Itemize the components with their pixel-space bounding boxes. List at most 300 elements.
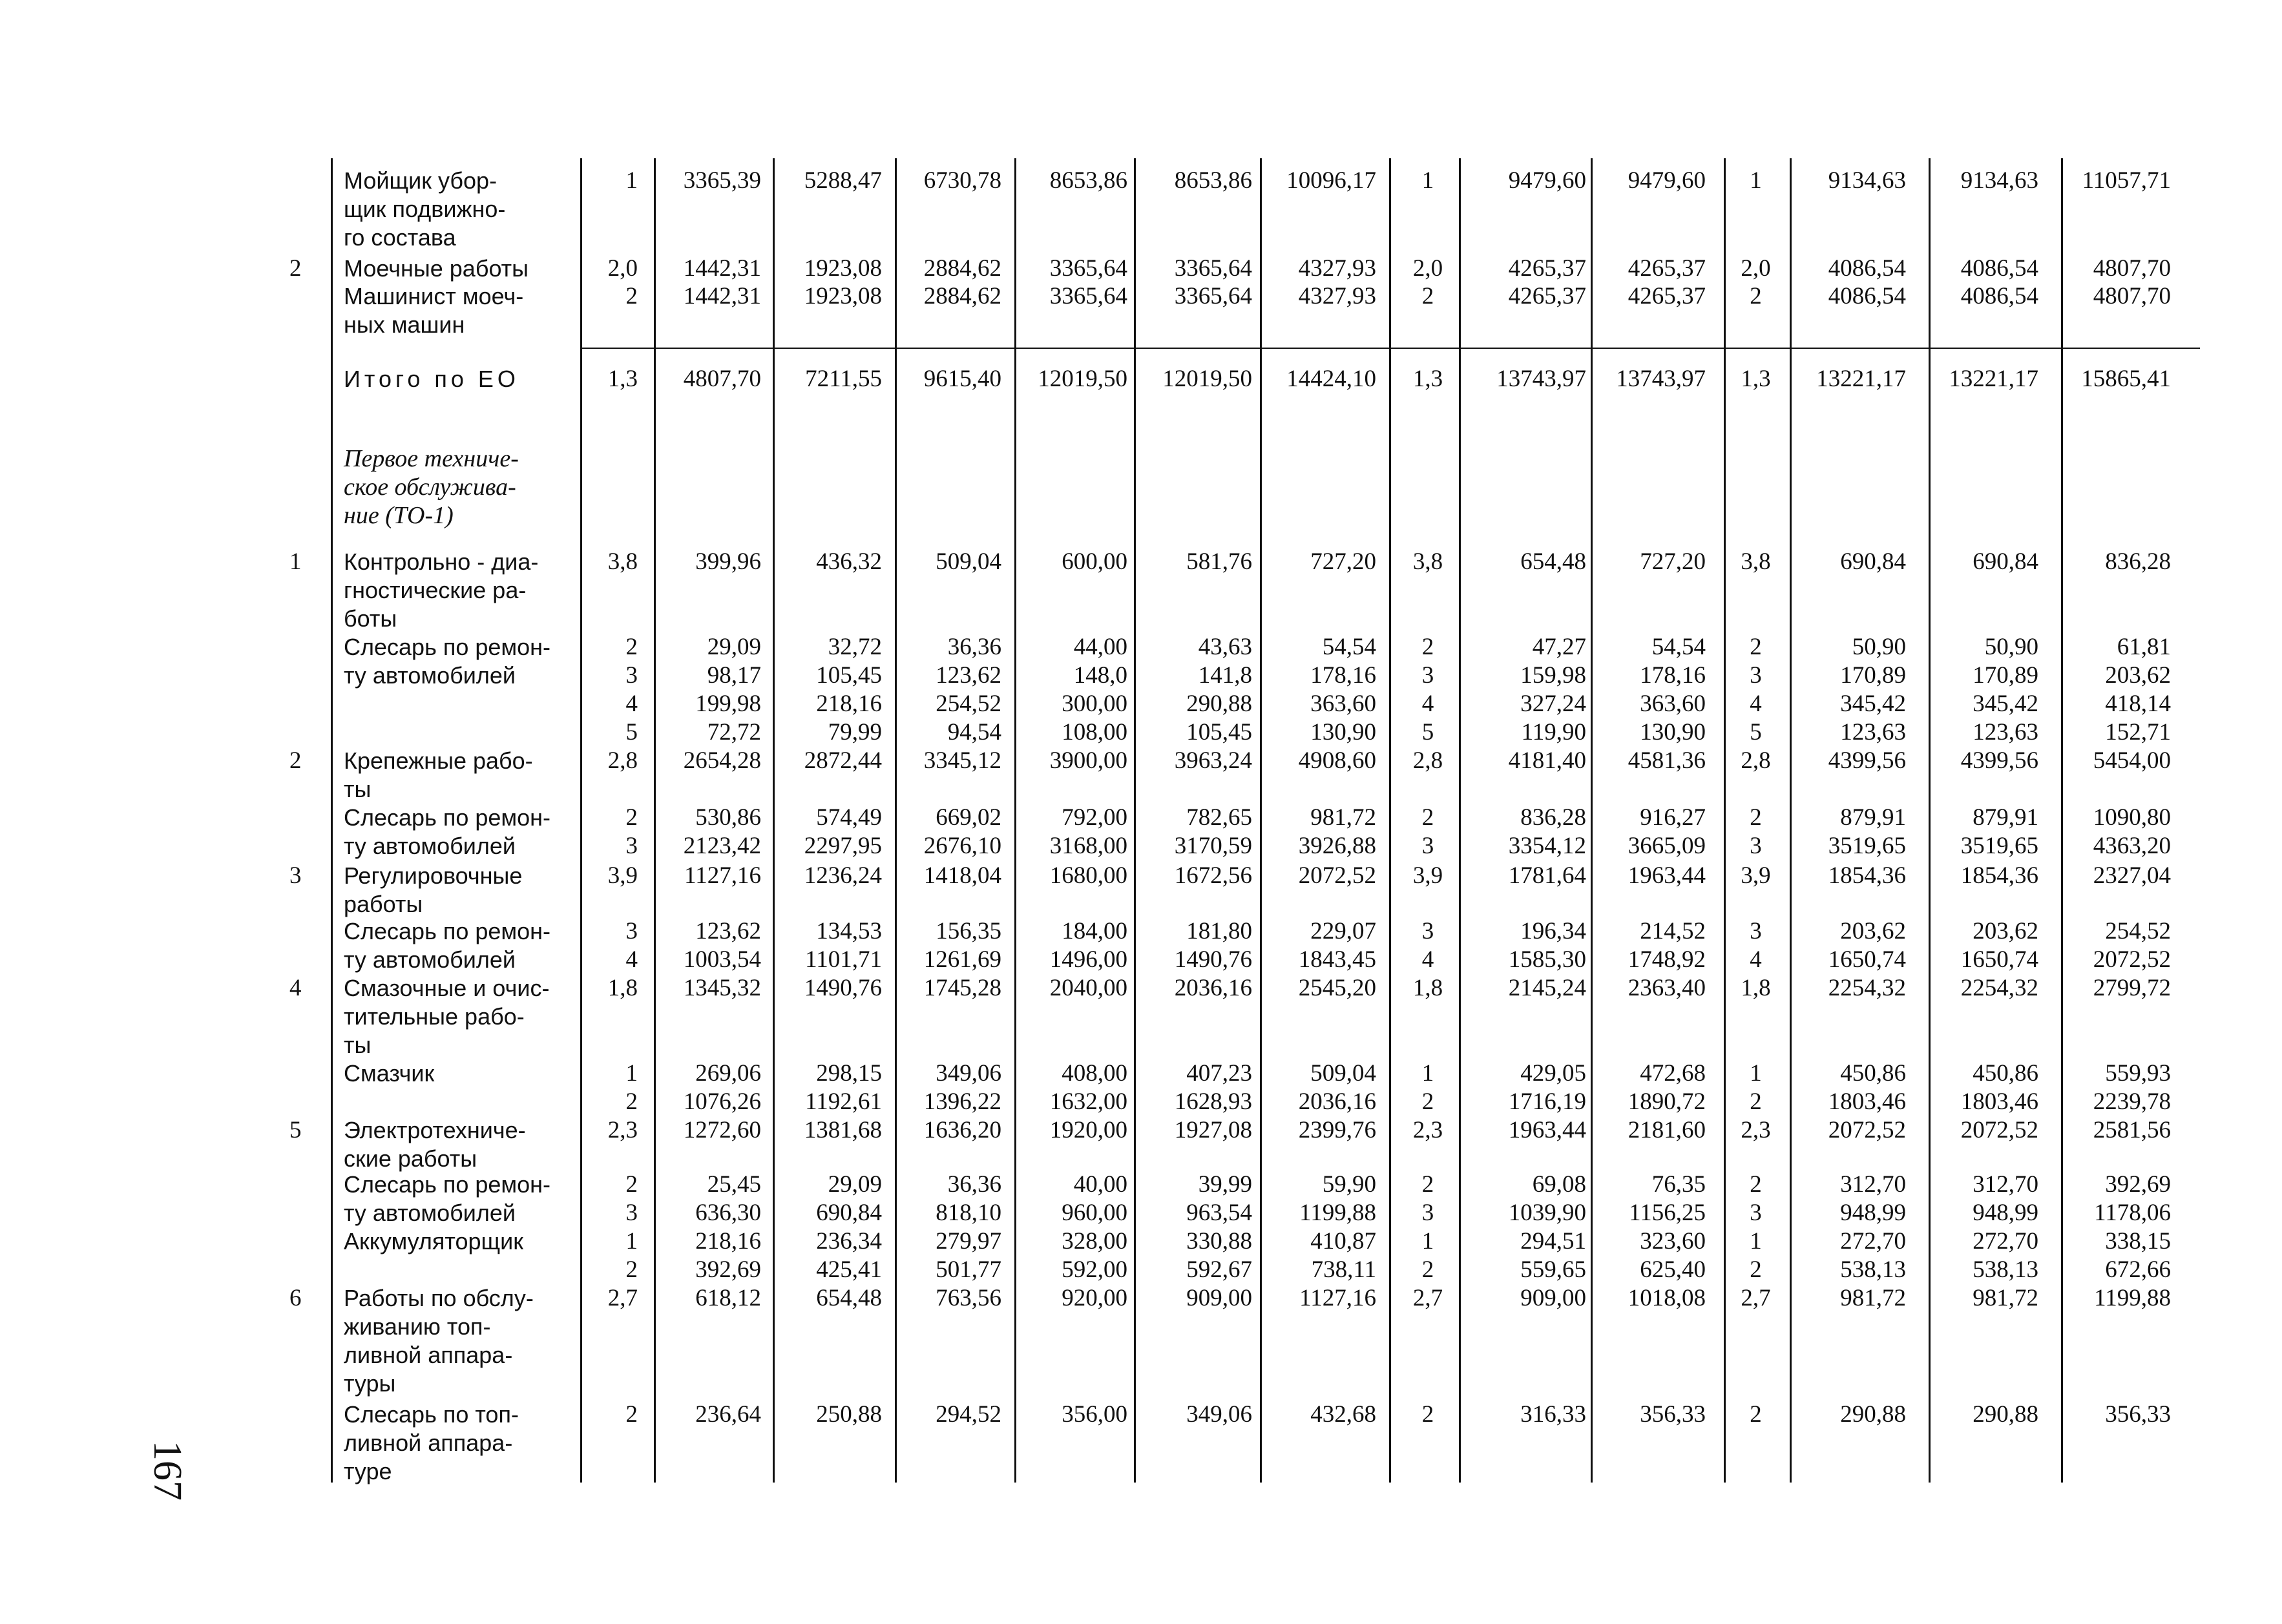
table-cell: 2884,62	[923, 255, 1001, 282]
table-cell: 2072,52	[1298, 862, 1376, 889]
table-cell: 1,8	[607, 975, 638, 1001]
table-cell: 1192,61	[805, 1088, 882, 1115]
column-rule	[1260, 158, 1262, 1483]
table-cell: 156,35	[936, 918, 1001, 944]
table-cell: 2254,32	[1828, 975, 1906, 1001]
table-cell: 981,72	[1973, 1285, 2038, 1311]
table-cell: 1490,76	[1174, 946, 1252, 973]
table-cell: 181,80	[1186, 918, 1252, 944]
table-cell: 2,0	[607, 255, 638, 282]
table-cell: 130,90	[1640, 719, 1706, 745]
work-name-line: Итого по ЕО	[344, 366, 519, 392]
table-cell: 254,52	[936, 691, 1001, 717]
table-cell: 123,63	[1973, 719, 2038, 745]
table-cell: 141,8	[1198, 662, 1252, 689]
table-cell: 1101,71	[805, 946, 882, 973]
column-rule	[1014, 158, 1016, 1483]
table-cell: 363,60	[1640, 691, 1706, 717]
table-cell: 1345,32	[683, 975, 761, 1001]
table-cell: 2,3	[1412, 1117, 1443, 1143]
table-cell: 5454,00	[2093, 747, 2171, 774]
table-cell: 4908,60	[1298, 747, 1376, 774]
table-cell: 98,17	[707, 662, 761, 689]
table-cell: 345,42	[1840, 691, 1906, 717]
table-cell: 818,10	[936, 1200, 1001, 1226]
table-cell: 1490,76	[804, 975, 882, 1001]
table-cell: 981,72	[1840, 1285, 1906, 1311]
table-cell: 2181,60	[1628, 1117, 1706, 1143]
table-cell: 429,05	[1520, 1060, 1586, 1087]
table-cell: 4086,54	[1828, 255, 1906, 282]
table-cell: 1	[1421, 1228, 1434, 1254]
table-cell: 4265,37	[1508, 283, 1586, 309]
table-cell: 1	[625, 167, 638, 194]
work-name-line: работы	[344, 891, 423, 917]
table-cell: 6730,78	[923, 167, 1001, 194]
table-cell: 1923,08	[804, 255, 882, 282]
table-cell: 909,00	[1186, 1285, 1252, 1311]
table-cell: 279,97	[936, 1228, 1001, 1254]
table-cell: 1927,08	[1174, 1117, 1252, 1143]
item-number: 4	[289, 975, 302, 1001]
table-cell: 1090,80	[2093, 804, 2171, 831]
table-cell: 13221,17	[1949, 366, 2038, 392]
table-cell: 105,45	[816, 662, 882, 689]
work-name-line: ных машин	[344, 311, 465, 338]
table-cell: 312,70	[1840, 1171, 1906, 1198]
table-cell: 61,81	[2117, 634, 2171, 660]
table-cell: 1585,30	[1508, 946, 1586, 973]
table-cell: 123,63	[1840, 719, 1906, 745]
column-rule	[1790, 158, 1792, 1483]
table-cell: 538,13	[1973, 1256, 2038, 1283]
table-cell: 3365,64	[1174, 255, 1252, 282]
table-cell: 1418,04	[923, 862, 1001, 889]
work-name-line: щик подвижно-	[344, 196, 506, 222]
table-cell: 574,49	[816, 804, 882, 831]
table-cell: 625,40	[1640, 1256, 1706, 1283]
table-cell: 618,12	[695, 1285, 761, 1311]
table-cell: 2,3	[607, 1117, 638, 1143]
table-cell: 13743,97	[1496, 366, 1586, 392]
table-cell: 530,86	[695, 804, 761, 831]
table-cell: 229,07	[1310, 918, 1376, 944]
table-cell: 1018,08	[1628, 1285, 1706, 1311]
table-cell: 1381,68	[804, 1117, 882, 1143]
work-name-line: Слесарь по ремон-	[344, 804, 551, 831]
table-cell: 1	[1421, 167, 1434, 194]
table-cell: 5	[625, 719, 638, 745]
table-cell: 1,3	[1741, 366, 1771, 392]
column-rule	[1929, 158, 1931, 1483]
table-cell: 2072,52	[2093, 946, 2171, 973]
item-number: 6	[289, 1285, 302, 1311]
column-rule	[1591, 158, 1593, 1483]
table-cell: 392,69	[695, 1256, 761, 1283]
table-cell: 13221,17	[1816, 366, 1906, 392]
table-cell: 1781,64	[1508, 862, 1586, 889]
table-cell: 2,0	[1741, 255, 1771, 282]
table-cell: 8653,86	[1049, 167, 1127, 194]
work-name-line: ту автомобилей	[344, 1200, 516, 1226]
table-cell: 3665,09	[1628, 833, 1706, 859]
page-number: 167	[145, 1441, 189, 1501]
table-cell: 2327,04	[2093, 862, 2171, 889]
table-cell: 32,72	[828, 634, 882, 660]
table-cell: 349,06	[936, 1060, 1001, 1087]
table-cell: 4327,93	[1298, 283, 1376, 309]
table-cell: 2036,16	[1174, 975, 1252, 1001]
table-cell: 4581,36	[1628, 747, 1706, 774]
work-name-line: Аккумуляторщик	[344, 1228, 523, 1254]
work-name-line: гностические ра-	[344, 577, 527, 603]
table-cell: 1650,74	[1828, 946, 1906, 973]
table-cell: 3	[625, 1200, 638, 1226]
table-cell: 2	[1421, 1088, 1434, 1115]
table-cell: 600,00	[1062, 548, 1127, 575]
table-cell: 2581,56	[2093, 1117, 2171, 1143]
table-cell: 3,8	[1412, 548, 1443, 575]
total-separator-rule	[581, 348, 2200, 349]
table-cell: 50,90	[1852, 634, 1906, 660]
table-cell: 105,45	[1186, 719, 1252, 745]
table-cell: 2	[1421, 1171, 1434, 1198]
table-cell: 123,62	[695, 918, 761, 944]
table-cell: 909,00	[1520, 1285, 1586, 1311]
table-cell: 2254,32	[1960, 975, 2038, 1001]
work-name-line: ту автомобилей	[344, 833, 516, 859]
table-cell: 59,90	[1322, 1171, 1376, 1198]
table-cell: 981,72	[1310, 804, 1376, 831]
table-cell: 300,00	[1062, 691, 1127, 717]
work-name-line: Слесарь по ремон-	[344, 1171, 551, 1198]
table-cell: 4086,54	[1828, 283, 1906, 309]
table-cell: 408,00	[1062, 1060, 1127, 1087]
table-cell: 363,60	[1310, 691, 1376, 717]
table-cell: 2	[1421, 1256, 1434, 1283]
table-cell: 509,04	[936, 548, 1001, 575]
table-cell: 1127,16	[1299, 1285, 1376, 1311]
table-cell: 432,68	[1310, 1401, 1376, 1428]
table-cell: 14424,10	[1286, 366, 1376, 392]
table-cell: 3,8	[607, 548, 638, 575]
work-name-line: Регулировочные	[344, 862, 523, 889]
table-cell: 2799,72	[2093, 975, 2171, 1001]
table-cell: 4086,54	[1960, 255, 2038, 282]
table-cell: 1272,60	[683, 1117, 761, 1143]
table-cell: 4399,56	[1960, 747, 2038, 774]
work-name-line: туре	[344, 1458, 392, 1484]
table-cell: 3365,64	[1049, 255, 1127, 282]
column-rule	[331, 158, 333, 1483]
table-cell: 690,84	[1973, 548, 2038, 575]
table-cell: 4086,54	[1960, 283, 2038, 309]
table-cell: 1199,88	[1299, 1200, 1376, 1226]
table-cell: 2	[625, 283, 638, 309]
table-cell: 948,99	[1840, 1200, 1906, 1226]
table-cell: 3	[1421, 918, 1434, 944]
table-cell: 7211,55	[805, 366, 882, 392]
table-cell: 690,84	[816, 1200, 882, 1226]
item-number: 5	[289, 1117, 302, 1143]
table-cell: 9479,60	[1628, 167, 1706, 194]
table-cell: 9615,40	[923, 366, 1001, 392]
table-cell: 178,16	[1310, 662, 1376, 689]
table-cell: 356,33	[2105, 1401, 2171, 1428]
table-cell: 1236,24	[804, 862, 882, 889]
table-cell: 4363,20	[2093, 833, 2171, 859]
table-cell: 3	[625, 918, 638, 944]
table-cell: 3,9	[1412, 862, 1443, 889]
table-cell: 199,98	[695, 691, 761, 717]
table-cell: 123,62	[936, 662, 1001, 689]
table-cell: 349,06	[1186, 1401, 1252, 1428]
table-cell: 1963,44	[1508, 1117, 1586, 1143]
work-name-line: Смазчик	[344, 1060, 435, 1087]
table-cell: 2872,44	[804, 747, 882, 774]
work-name-line: ские работы	[344, 1145, 477, 1172]
table-cell: 2,7	[1412, 1285, 1443, 1311]
table-cell: 15865,41	[2081, 366, 2171, 392]
table-cell: 407,23	[1186, 1060, 1252, 1087]
table-cell: 29,09	[707, 634, 761, 660]
table-cell: 392,69	[2105, 1171, 2171, 1198]
work-name-line: Мойщик убор-	[344, 167, 497, 194]
table-cell: 10096,17	[1286, 167, 1376, 194]
table-cell: 1199,88	[2094, 1285, 2171, 1311]
table-cell: 8653,86	[1174, 167, 1252, 194]
table-cell: 3345,12	[923, 747, 1001, 774]
table-cell: 330,88	[1186, 1228, 1252, 1254]
table-cell: 3	[1750, 918, 1762, 944]
table-cell: 592,00	[1062, 1256, 1127, 1283]
work-name-line: живанию топ-	[344, 1313, 491, 1340]
table-cell: 1442,31	[683, 255, 761, 282]
work-name-line: боты	[344, 605, 397, 632]
table-cell: 2239,78	[2093, 1088, 2171, 1115]
table-cell: 2	[625, 634, 638, 660]
table-cell: 1	[1750, 167, 1762, 194]
table-cell: 782,65	[1186, 804, 1252, 831]
table-cell: 4807,70	[2093, 283, 2171, 309]
table-cell: 1803,46	[1828, 1088, 1906, 1115]
table-cell: 1716,19	[1508, 1088, 1586, 1115]
table-cell: 2123,42	[683, 833, 761, 859]
table-cell: 2545,20	[1298, 975, 1376, 1001]
work-name-line: го состава	[344, 224, 456, 251]
table-cell: 3170,59	[1174, 833, 1252, 859]
table-cell: 254,52	[2105, 918, 2171, 944]
table-cell: 1178,06	[2094, 1200, 2171, 1226]
table-cell: 450,86	[1973, 1060, 2038, 1087]
table-cell: 1,3	[607, 366, 638, 392]
table-cell: 669,02	[936, 804, 1001, 831]
table-cell: 214,52	[1640, 918, 1706, 944]
table-cell: 196,34	[1520, 918, 1586, 944]
table-cell: 1680,00	[1049, 862, 1127, 889]
table-cell: 108,00	[1062, 719, 1127, 745]
table-cell: 727,20	[1640, 548, 1706, 575]
work-name-line: ние (ТО-1)	[344, 502, 454, 529]
table-cell: 43,63	[1198, 634, 1252, 660]
table-cell: 2399,76	[1298, 1117, 1376, 1143]
table-cell: 3926,88	[1298, 833, 1376, 859]
table-cell: 3	[1750, 662, 1762, 689]
table-cell: 2,3	[1741, 1117, 1771, 1143]
table-cell: 130,90	[1310, 719, 1376, 745]
table-cell: 290,88	[1973, 1401, 2038, 1428]
table-cell: 836,28	[1520, 804, 1586, 831]
table-cell: 1396,22	[923, 1088, 1001, 1115]
table-cell: 3	[1421, 833, 1434, 859]
table-cell: 1442,31	[683, 283, 761, 309]
table-cell: 2	[1421, 1401, 1434, 1428]
table-cell: 879,91	[1973, 804, 2038, 831]
table-cell: 1003,54	[683, 946, 761, 973]
table-cell: 290,88	[1186, 691, 1252, 717]
table-cell: 3	[625, 833, 638, 859]
table-cell: 1	[1421, 1060, 1434, 1087]
table-cell: 5288,47	[804, 167, 882, 194]
table-cell: 1	[625, 1060, 638, 1087]
table-cell: 40,00	[1073, 1171, 1127, 1198]
table-cell: 178,16	[1640, 662, 1706, 689]
table-cell: 316,33	[1520, 1401, 1586, 1428]
table-cell: 948,99	[1973, 1200, 2038, 1226]
table-cell: 184,00	[1062, 918, 1127, 944]
table-cell: 509,04	[1310, 1060, 1376, 1087]
table-cell: 54,54	[1651, 634, 1706, 660]
table-cell: 119,90	[1521, 719, 1586, 745]
table-cell: 3519,65	[1828, 833, 1906, 859]
table-cell: 1127,16	[684, 862, 761, 889]
table-cell: 1156,25	[1629, 1200, 1706, 1226]
work-name-line: Слесарь по топ-	[344, 1401, 519, 1428]
table-cell: 2	[1750, 1088, 1762, 1115]
table-cell: 559,65	[1520, 1256, 1586, 1283]
table-cell: 4327,93	[1298, 255, 1376, 282]
work-name-line: Первое техниче-	[344, 445, 519, 472]
table-cell: 4	[1750, 691, 1762, 717]
table-cell: 2	[625, 1401, 638, 1428]
table-cell: 2	[625, 804, 638, 831]
table-cell: 12019,50	[1162, 366, 1252, 392]
table-cell: 2036,16	[1298, 1088, 1376, 1115]
table-cell: 3168,00	[1049, 833, 1127, 859]
work-name-line: Контрольно - диа-	[344, 548, 539, 575]
table-cell: 1854,36	[1828, 862, 1906, 889]
table-cell: 94,54	[947, 719, 1001, 745]
table-cell: 3	[1421, 1200, 1434, 1226]
table-cell: 1650,74	[1960, 946, 2038, 973]
table-cell: 203,62	[2105, 662, 2171, 689]
table-cell: 2	[625, 1088, 638, 1115]
table-cell: 294,51	[1520, 1228, 1586, 1254]
work-name-line: Машинист моеч-	[344, 283, 524, 309]
table-cell: 2297,95	[804, 833, 882, 859]
work-name-line: ливной аппара-	[344, 1342, 513, 1368]
table-cell: 2363,40	[1628, 975, 1706, 1001]
table-cell: 3,9	[1741, 862, 1771, 889]
table-cell: 236,64	[695, 1401, 761, 1428]
table-cell: 3354,12	[1508, 833, 1586, 859]
table-cell: 294,52	[936, 1401, 1001, 1428]
table-cell: 218,16	[816, 691, 882, 717]
column-rule	[2061, 158, 2063, 1483]
column-rule	[773, 158, 775, 1483]
table-cell: 399,96	[695, 548, 761, 575]
table-cell: 4181,40	[1508, 747, 1586, 774]
table-cell: 2145,24	[1508, 975, 1586, 1001]
item-number: 2	[289, 747, 302, 774]
table-cell: 203,62	[1973, 918, 2038, 944]
table-cell: 727,20	[1310, 548, 1376, 575]
table-cell: 690,84	[1840, 548, 1906, 575]
table-cell: 3365,64	[1049, 283, 1127, 309]
work-name-line: Слесарь по ремон-	[344, 918, 551, 944]
table-cell: 13743,97	[1616, 366, 1706, 392]
table-cell: 4265,37	[1628, 255, 1706, 282]
table-cell: 2,8	[1412, 747, 1443, 774]
table-cell: 9479,60	[1508, 167, 1586, 194]
table-cell: 1843,45	[1298, 946, 1376, 973]
table-cell: 3900,00	[1049, 747, 1127, 774]
table-cell: 1632,00	[1049, 1088, 1127, 1115]
table-cell: 3	[1750, 1200, 1762, 1226]
table-cell: 36,36	[947, 1171, 1001, 1198]
table-cell: 2	[1750, 283, 1762, 309]
table-cell: 5	[1421, 719, 1434, 745]
table-cell: 170,89	[1840, 662, 1906, 689]
table-cell: 3365,64	[1174, 283, 1252, 309]
column-rule	[1724, 158, 1726, 1483]
table-cell: 4	[1750, 946, 1762, 973]
work-name-line: ливной аппара-	[344, 1430, 513, 1456]
table-cell: 4807,70	[2093, 255, 2171, 282]
table-cell: 4	[625, 691, 638, 717]
table-cell: 3	[1421, 662, 1434, 689]
table-cell: 3,8	[1741, 548, 1771, 575]
column-rule	[1134, 158, 1136, 1483]
table-cell: 2676,10	[923, 833, 1001, 859]
table-cell: 4	[1421, 946, 1434, 973]
table-cell: 472,68	[1640, 1060, 1706, 1087]
work-name-line: Моечные работы	[344, 255, 529, 282]
table-cell: 170,89	[1973, 662, 2038, 689]
table-cell: 69,08	[1532, 1171, 1586, 1198]
table-cell: 2	[625, 1171, 638, 1198]
table-cell: 327,24	[1520, 691, 1586, 717]
table-cell: 436,32	[816, 548, 882, 575]
table-cell: 290,88	[1840, 1401, 1906, 1428]
table-cell: 738,11	[1311, 1256, 1376, 1283]
table-cell: 2072,52	[1960, 1117, 2038, 1143]
column-rule	[1459, 158, 1461, 1483]
work-name-line: ты	[344, 1032, 372, 1058]
table-cell: 1636,20	[923, 1117, 1001, 1143]
table-cell: 2,0	[1412, 255, 1443, 282]
table-cell: 4399,56	[1828, 747, 1906, 774]
table-cell: 1854,36	[1960, 862, 2038, 889]
table-cell: 5	[1750, 719, 1762, 745]
table-cell: 9134,63	[1828, 167, 1906, 194]
table-cell: 1,3	[1412, 366, 1443, 392]
table-cell: 418,14	[2105, 691, 2171, 717]
table-cell: 763,56	[936, 1285, 1001, 1311]
table-cell: 79,99	[828, 719, 882, 745]
table-cell: 1	[625, 1228, 638, 1254]
work-name-line: Электротехниче-	[344, 1117, 526, 1143]
